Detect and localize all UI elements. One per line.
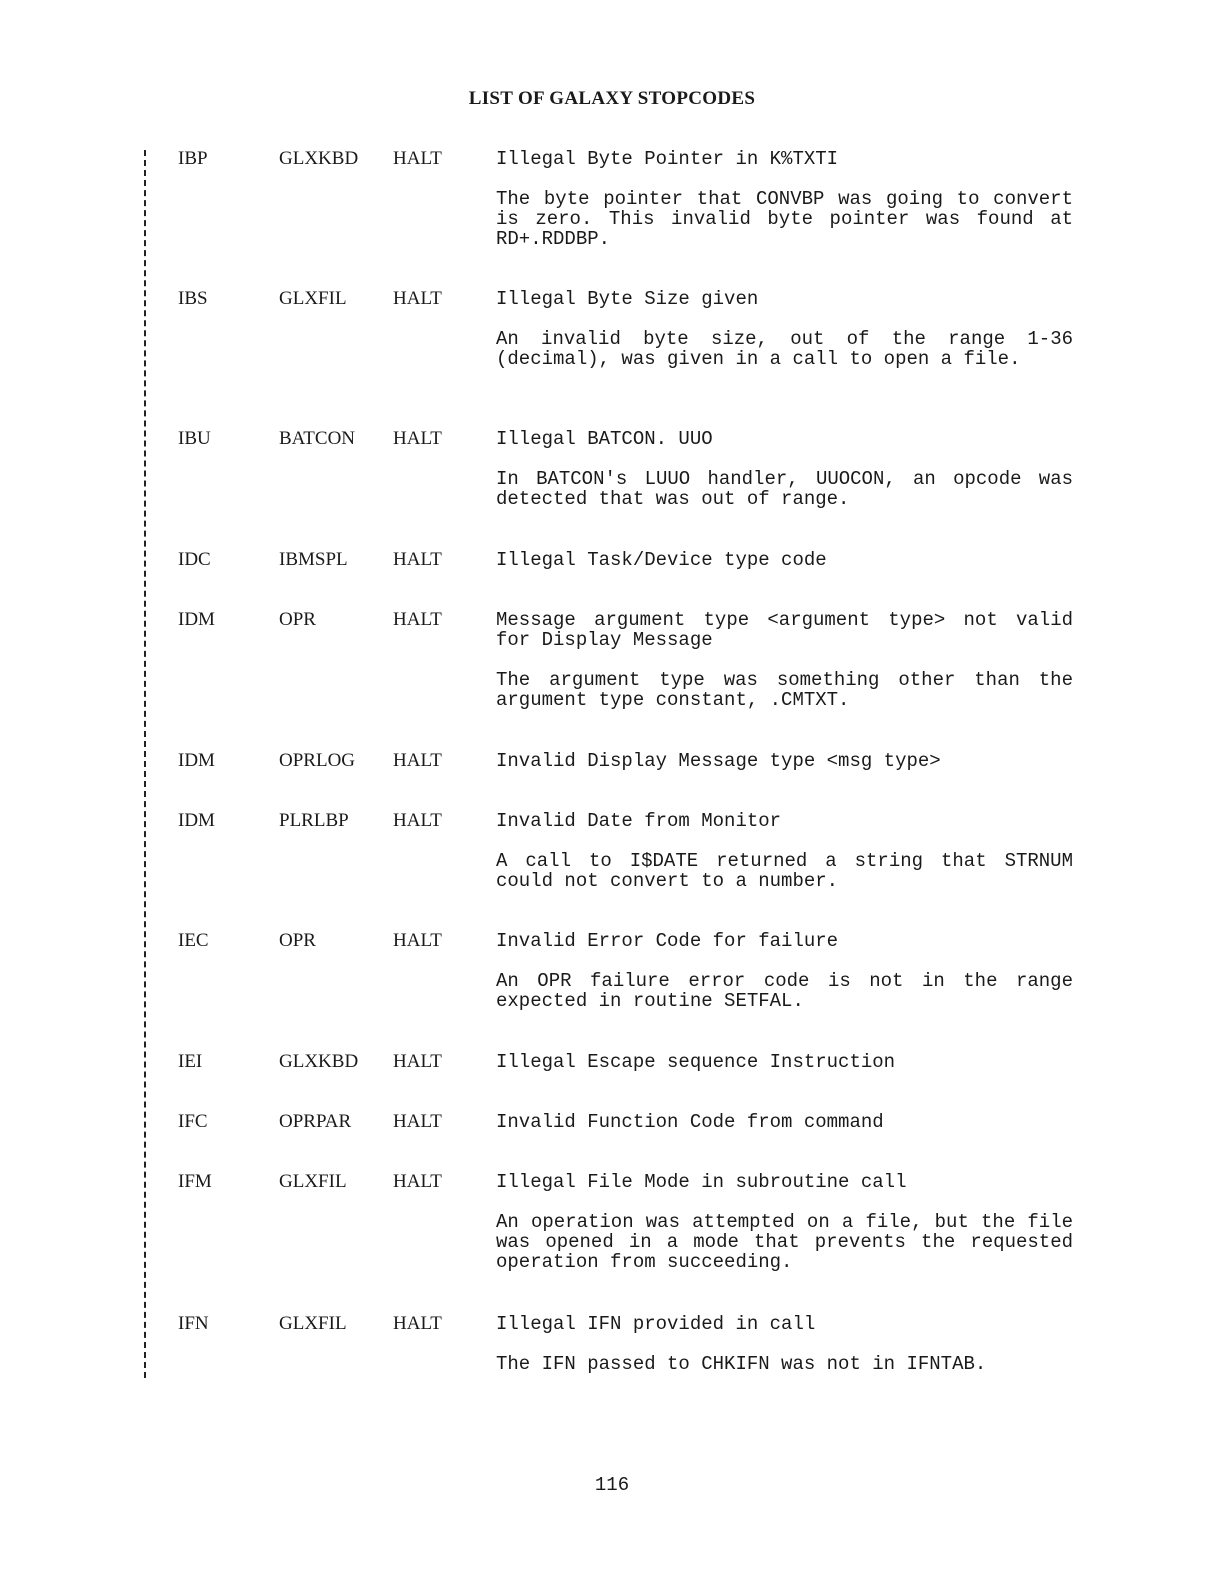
stopcode-type: HALT xyxy=(393,1051,442,1072)
stopcode-message: Illegal Byte Size given xyxy=(496,288,759,310)
stopcode-code: IBP xyxy=(178,148,208,169)
stopcode-type: HALT xyxy=(393,428,442,449)
stopcode-description: The IFN passed to CHKIFN was not in IFNTAB. xyxy=(496,1353,987,1375)
stopcode-code: IEI xyxy=(178,1051,203,1072)
stopcode-message: Invalid Error Code for failure xyxy=(496,930,839,952)
stopcode-description: In BATCON's LUUO handler, UUOCON, an opcode was detected that was out of range. xyxy=(496,468,1073,510)
stopcode-type: HALT xyxy=(393,609,442,630)
stopcode-description: An OPR failure error code is not in the range expected in routine SETFAL. xyxy=(496,970,1073,1012)
stopcode-message: Illegal IFN provided in call xyxy=(496,1313,816,1335)
stopcode-code: IDM xyxy=(178,609,215,630)
stopcode-description: The argument type was something other than the argument type constant, .CMTXT. xyxy=(496,669,1073,711)
stopcode-code: IBS xyxy=(178,288,208,309)
stopcode-message: Message argument type <argument type> not valid for Display Message xyxy=(496,609,1073,651)
stopcode-message: Illegal BATCON. UUO xyxy=(496,428,713,450)
stopcode-code: IBU xyxy=(178,428,211,449)
stopcode-module: OPR xyxy=(279,609,316,630)
stopcode-module: OPRLOG xyxy=(279,750,356,771)
stopcode-type: HALT xyxy=(393,1111,442,1132)
stopcode-module: BATCON xyxy=(279,428,356,449)
stopcode-message: Illegal Task/Device type code xyxy=(496,549,827,571)
stopcode-module: PLRLBP xyxy=(279,810,349,831)
stopcode-description: An invalid byte size, out of the range 1-36 (decimal), was given in a call to open a file. xyxy=(496,328,1073,370)
stopcode-type: HALT xyxy=(393,148,442,169)
stopcode-module: GLXFIL xyxy=(279,1171,347,1192)
stopcode-description: A call to I$DATE returned a string that STRNUM could not convert to a number. xyxy=(496,850,1073,892)
stopcode-message: Illegal Byte Pointer in K%TXTI xyxy=(496,148,839,170)
stopcode-type: HALT xyxy=(393,930,442,951)
stopcode-code: IFC xyxy=(178,1111,208,1132)
stopcode-code: IDC xyxy=(178,549,211,570)
stopcode-type: HALT xyxy=(393,549,442,570)
stopcode-module: GLXFIL xyxy=(279,1313,347,1334)
stopcode-module: GLXKBD xyxy=(279,148,359,169)
stopcode-message: Invalid Date from Monitor xyxy=(496,810,782,832)
page-title: LIST OF GALAXY STOPCODES xyxy=(468,88,756,109)
stopcode-module: OPR xyxy=(279,930,316,951)
stopcode-module: IBMSPL xyxy=(279,549,348,570)
stopcode-module: OPRPAR xyxy=(279,1111,352,1132)
stopcode-type: HALT xyxy=(393,288,442,309)
change-bar xyxy=(144,150,146,1378)
stopcode-module: GLXKBD xyxy=(279,1051,359,1072)
page-number: 116 xyxy=(594,1474,630,1496)
stopcode-module: GLXFIL xyxy=(279,288,347,309)
stopcode-type: HALT xyxy=(393,1171,442,1192)
stopcode-type: HALT xyxy=(393,810,442,831)
stopcode-code: IFN xyxy=(178,1313,209,1334)
stopcode-message: Illegal Escape sequence Instruction xyxy=(496,1051,896,1073)
stopcode-type: HALT xyxy=(393,750,442,771)
stopcode-message: Illegal File Mode in subroutine call xyxy=(496,1171,907,1193)
stopcode-code: IEC xyxy=(178,930,209,951)
stopcode-description: The byte pointer that CONVBP was going to convert is zero. This invalid byte pointer was found at RD+.RDDBP. xyxy=(496,188,1073,250)
stopcode-type: HALT xyxy=(393,1313,442,1334)
stopcode-code: IDM xyxy=(178,810,215,831)
stopcode-message: Invalid Function Code from command xyxy=(496,1111,884,1133)
stopcode-code: IFM xyxy=(178,1171,212,1192)
stopcode-description: An operation was attempted on a file, but the file was opened in a mode that prevents the requested operation from succeeding. xyxy=(496,1211,1073,1273)
stopcode-code: IDM xyxy=(178,750,215,771)
stopcode-message: Invalid Display Message type <msg type> xyxy=(496,750,941,772)
